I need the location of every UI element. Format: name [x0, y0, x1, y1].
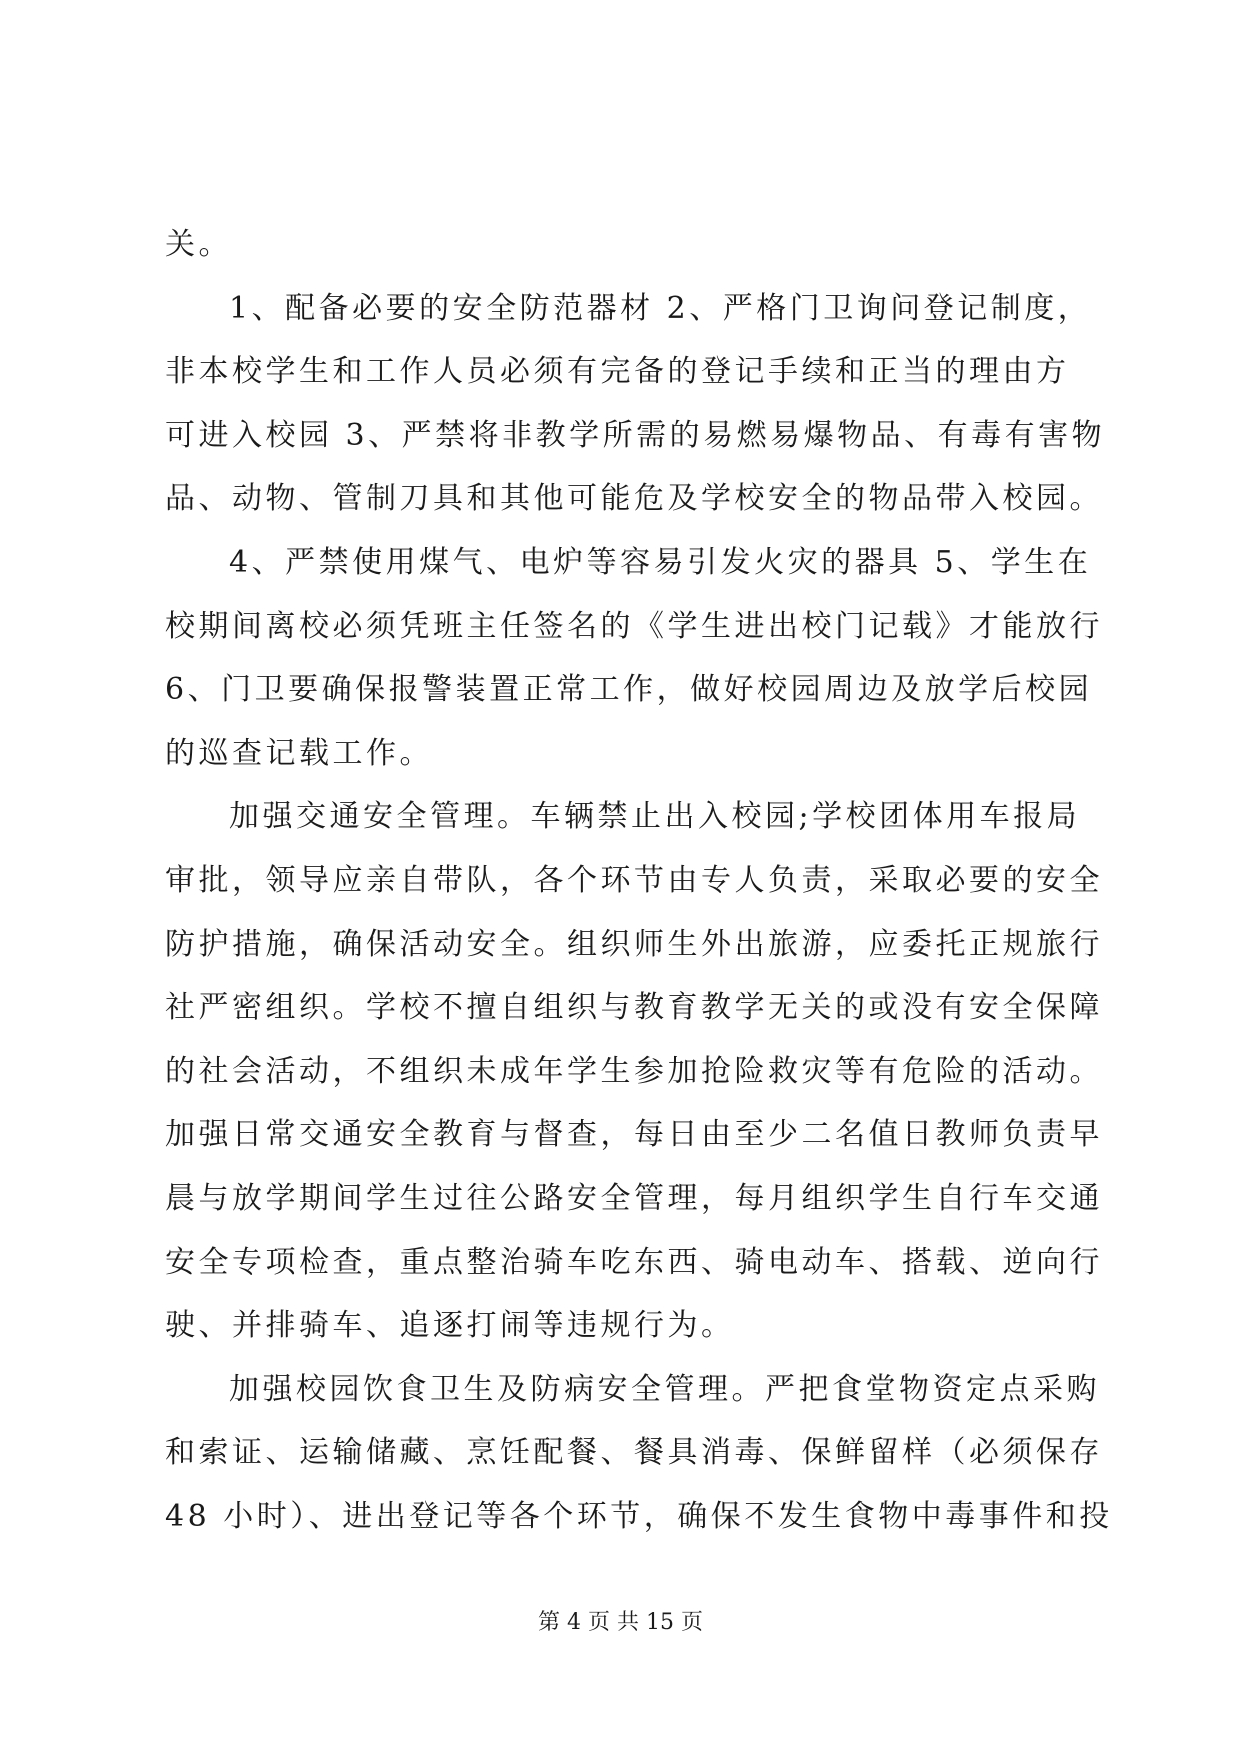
- text-line: 6、门卫要确保报警装置正常工作，做好校园周边及放学后校园: [165, 672, 1093, 708]
- text-line: 驶、并排骑车、追逐打闹等违规行为。: [165, 1308, 735, 1344]
- text-line: 4、严禁使用煤气、电炉等容易引发火灾的器具 5、学生在: [229, 544, 1092, 580]
- text-line: 加强日常交通安全教育与督查，每日由至少二名值日教师负责早: [165, 1117, 1103, 1153]
- text-line: 加强校园饮食卫生及防病安全管理。严把食堂物资定点采购: [229, 1371, 1100, 1407]
- text-line: 安全专项检查，重点整治骑车吃东西、骑电动车、搭载、逆向行: [165, 1244, 1103, 1280]
- page-footer: 第 4 页 共 15 页: [538, 1610, 703, 1635]
- text-line: 加强交通安全管理。车辆禁止出入校园;学校团体用车报局: [229, 799, 1081, 835]
- text-line: 可进入校园 3、严禁将非教学所需的易燃易爆物品、有毒有害物: [165, 417, 1106, 453]
- text-line: 1、配备必要的安全防范器材 2、严格门卫询问登记制度，: [229, 290, 1092, 326]
- text-line: 审批，领导应亲自带队，各个环节由专人负责，采取必要的安全: [165, 862, 1103, 898]
- text-line: 品、动物、管制刀具和其他可能危及学校安全的物品带入校园。: [165, 481, 1103, 517]
- text-line: 防护措施，确保活动安全。组织师生外出旅游，应委托正规旅行: [165, 926, 1103, 962]
- text-line: 和索证、运输储藏、烹饪配餐、餐具消毒、保鲜留样（必须保存: [165, 1435, 1103, 1471]
- text-line: 48 小时）、进出登记等各个环节，确保不发生食物中毒事件和投: [165, 1498, 1113, 1534]
- text-line: 关。: [165, 227, 232, 262]
- text-line: 的社会活动，不组织未成年学生参加抢险救灾等有危险的活动。: [165, 1053, 1103, 1089]
- text-line: 校期间离校必须凭班主任签名的《学生进出校门记载》才能放行: [165, 608, 1103, 644]
- text-line: 的巡查记载工作。: [165, 735, 433, 771]
- text-line: 晨与放学期间学生过往公路安全管理，每月组织学生自行车交通: [165, 1180, 1103, 1216]
- document-body: [165, 227, 1113, 1565]
- text-line: 社严密组织。学校不擅自组织与教育教学无关的或没有安全保障: [165, 990, 1103, 1026]
- text-line: 非本校学生和工作人员必须有完备的登记手续和正当的理由方: [165, 354, 1070, 390]
